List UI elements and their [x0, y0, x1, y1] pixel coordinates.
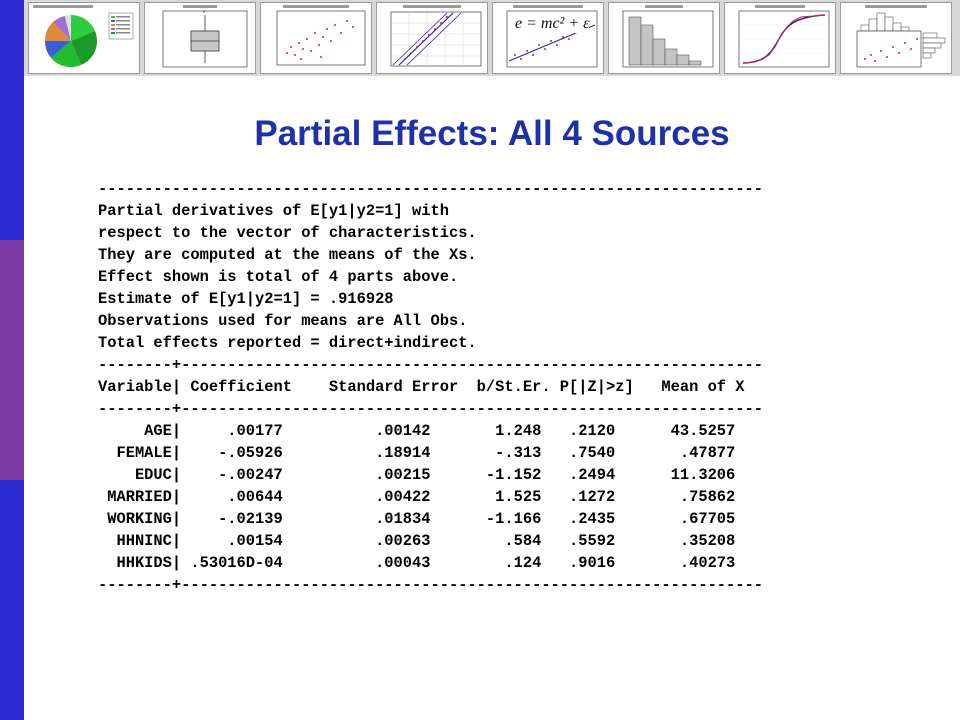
output-line: Observations used for means are All Obs. [98, 312, 468, 330]
formula-text: e = mc² + ε [515, 15, 590, 32]
output-line: Total effects reported = direct+indirect. [98, 334, 477, 352]
output-line: respect to the vector of characteristics. [98, 224, 477, 242]
output-line: HHKIDS| .53016D-04 .00043 .124 .9016 .40273 [98, 554, 736, 572]
scatterplot-thumbnail-1 [260, 2, 372, 74]
marginal-plot-thumbnail [840, 2, 952, 74]
accent-bar-bottom [0, 480, 24, 720]
boxplot-thumbnail [144, 2, 256, 74]
output-line: AGE| .00177 .00142 1.248 .2120 43.5257 [98, 422, 736, 440]
output-line: MARRIED| .00644 .00422 1.525 .1272 .75862 [98, 488, 736, 506]
output-line: Effect shown is total of 4 parts above. [98, 268, 459, 286]
output-line: EDUC| -.00247 .00215 -1.152 .2494 11.3206 [98, 466, 736, 484]
output-line: --------+--------------------------------------------------------------- [98, 356, 763, 374]
histogram-thumbnail [608, 2, 720, 74]
svg-text:*: * [203, 11, 205, 17]
output-line: Partial derivatives of E[y1|y2=1] with [98, 202, 449, 220]
output-line: --------+--------------------------------------------------------------- [98, 576, 763, 594]
output-line: --------+--------------------------------------------------------------- [98, 400, 763, 418]
slide-title: Partial Effects: All 4 Sources [254, 114, 730, 153]
accent-bar-top [0, 0, 24, 240]
regression-output [98, 178, 898, 596]
pie-chart-thumbnail [28, 2, 140, 74]
output-line: HHNINC| .00154 .00263 .584 .5592 .35208 [98, 532, 736, 550]
output-line: WORKING| -.02139 .01834 -1.166 .2435 .67705 [98, 510, 736, 528]
output-line: They are computed at the means of the Xs. [98, 246, 477, 264]
left-accent-bar [0, 0, 24, 720]
probability-plot-thumbnail [376, 2, 488, 74]
scatterplot-thumbnail-2 [492, 2, 604, 74]
thumbnail-strip [24, 0, 960, 76]
empirical-cdf-thumbnail [724, 2, 836, 74]
output-line: FEMALE| -.05926 .18914 -.313 .7540 .47877 [98, 444, 736, 462]
output-line: Estimate of E[y1|y2=1] = .916928 [98, 290, 394, 308]
accent-bar-middle [0, 240, 24, 480]
output-line: ------------------------------------------------------------------------ [98, 180, 763, 198]
output-line: Variable| Coefficient Standard Error b/St.Er. P[|Z|>z] Mean of X [98, 378, 745, 396]
